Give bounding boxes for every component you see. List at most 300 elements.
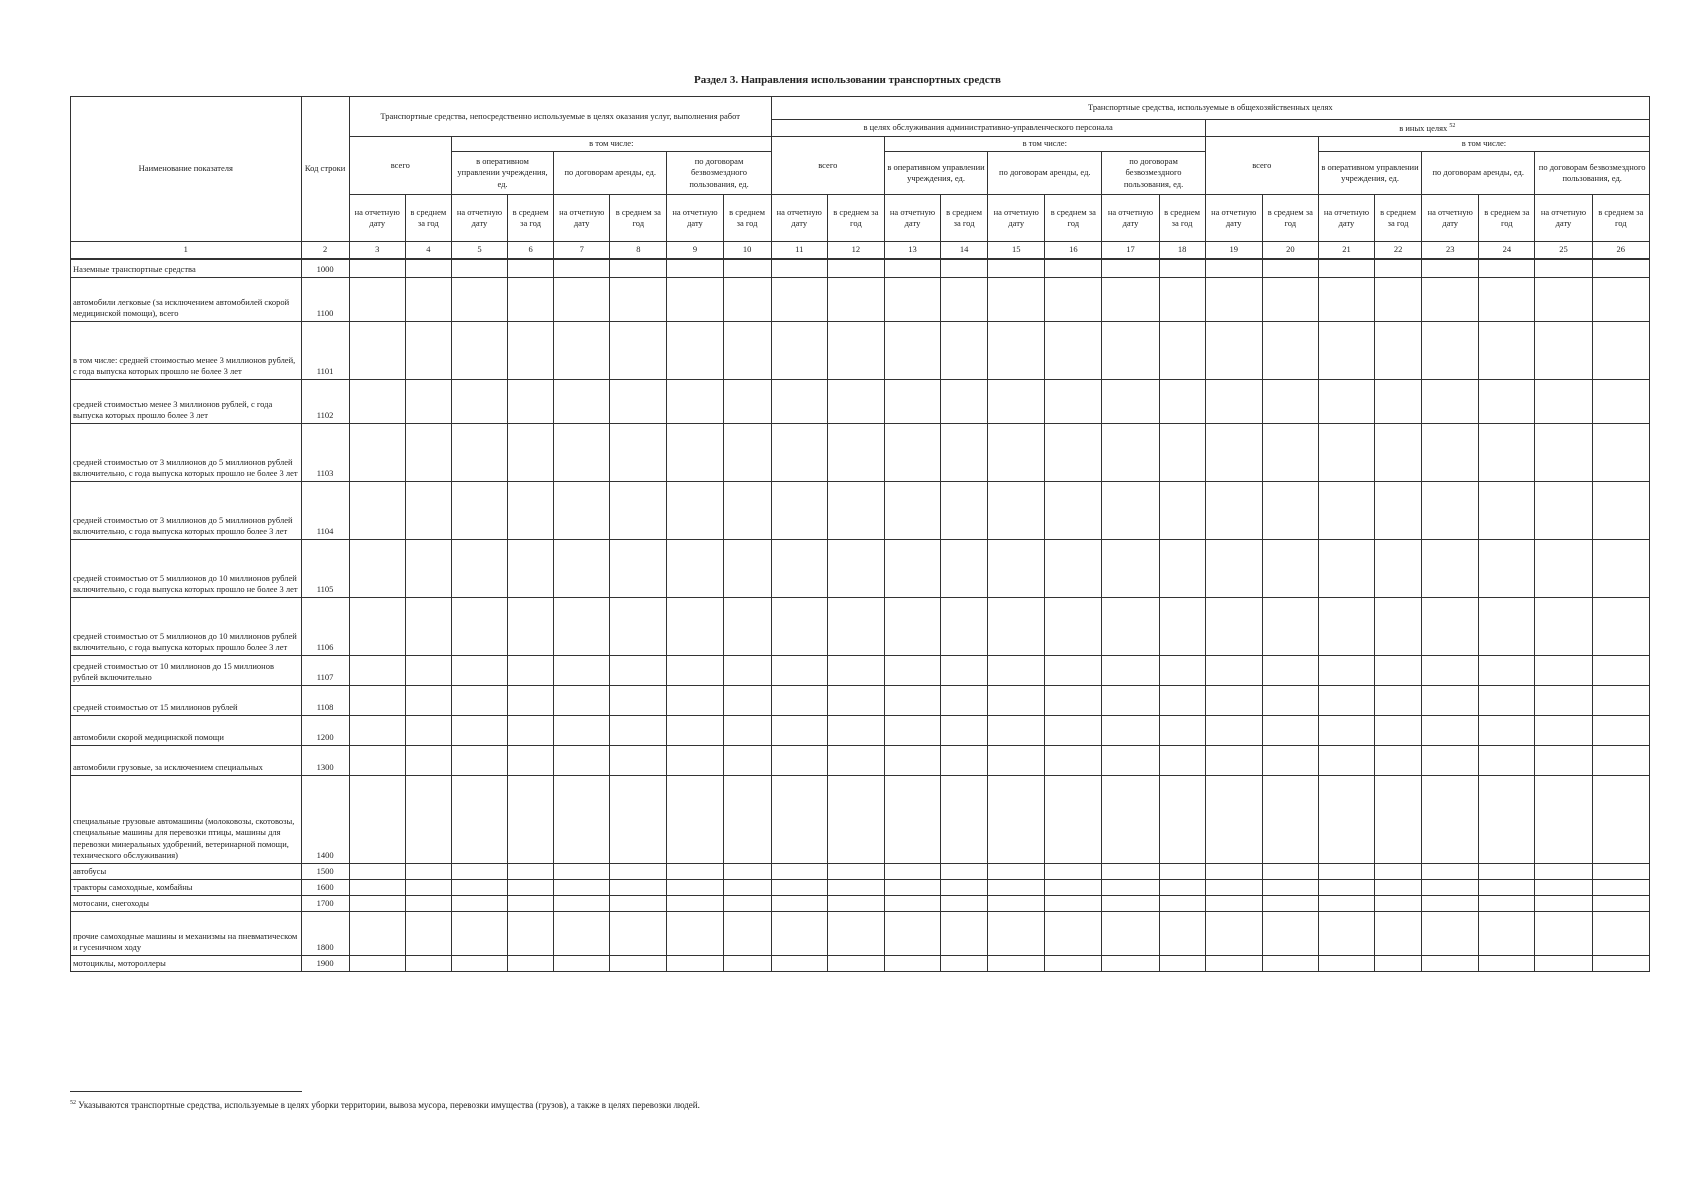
value-cell[interactable]	[405, 775, 451, 863]
value-cell[interactable]	[1262, 539, 1318, 597]
value-cell[interactable]	[884, 259, 940, 277]
value-cell[interactable]	[988, 745, 1045, 775]
value-cell[interactable]	[771, 715, 827, 745]
value-cell[interactable]	[1262, 597, 1318, 655]
value-cell[interactable]	[884, 321, 940, 379]
value-cell[interactable]	[1159, 655, 1205, 685]
value-cell[interactable]	[1159, 685, 1205, 715]
value-cell[interactable]	[1592, 895, 1650, 911]
value-cell[interactable]	[1205, 745, 1262, 775]
value-cell[interactable]	[1159, 481, 1205, 539]
value-cell[interactable]	[1375, 423, 1422, 481]
value-cell[interactable]	[988, 895, 1045, 911]
value-cell[interactable]	[1318, 321, 1374, 379]
value-cell[interactable]	[1535, 911, 1592, 955]
value-cell[interactable]	[1159, 715, 1205, 745]
value-cell[interactable]	[1318, 481, 1374, 539]
value-cell[interactable]	[1422, 715, 1479, 745]
value-cell[interactable]	[723, 597, 771, 655]
value-cell[interactable]	[1479, 955, 1535, 971]
value-cell[interactable]	[1045, 379, 1102, 423]
value-cell[interactable]	[827, 481, 884, 539]
value-cell[interactable]	[1479, 715, 1535, 745]
value-cell[interactable]	[1535, 895, 1592, 911]
value-cell[interactable]	[1205, 911, 1262, 955]
value-cell[interactable]	[405, 863, 451, 879]
value-cell[interactable]	[941, 597, 988, 655]
value-cell[interactable]	[1262, 745, 1318, 775]
value-cell[interactable]	[1045, 321, 1102, 379]
value-cell[interactable]	[1592, 597, 1650, 655]
value-cell[interactable]	[1479, 655, 1535, 685]
value-cell[interactable]	[884, 379, 940, 423]
value-cell[interactable]	[941, 863, 988, 879]
value-cell[interactable]	[554, 879, 610, 895]
value-cell[interactable]	[1375, 879, 1422, 895]
value-cell[interactable]	[1535, 597, 1592, 655]
value-cell[interactable]	[771, 911, 827, 955]
value-cell[interactable]	[554, 685, 610, 715]
value-cell[interactable]	[1422, 685, 1479, 715]
value-cell[interactable]	[884, 423, 940, 481]
value-cell[interactable]	[1262, 277, 1318, 321]
value-cell[interactable]	[1422, 259, 1479, 277]
value-cell[interactable]	[1422, 423, 1479, 481]
value-cell[interactable]	[405, 685, 451, 715]
value-cell[interactable]	[610, 481, 667, 539]
value-cell[interactable]	[988, 277, 1045, 321]
value-cell[interactable]	[349, 879, 405, 895]
value-cell[interactable]	[1262, 655, 1318, 685]
value-cell[interactable]	[1205, 879, 1262, 895]
value-cell[interactable]	[349, 379, 405, 423]
value-cell[interactable]	[884, 655, 940, 685]
value-cell[interactable]	[1045, 715, 1102, 745]
value-cell[interactable]	[723, 259, 771, 277]
value-cell[interactable]	[451, 481, 507, 539]
value-cell[interactable]	[941, 379, 988, 423]
value-cell[interactable]	[508, 745, 554, 775]
value-cell[interactable]	[827, 321, 884, 379]
value-cell[interactable]	[554, 423, 610, 481]
value-cell[interactable]	[884, 597, 940, 655]
value-cell[interactable]	[508, 423, 554, 481]
value-cell[interactable]	[1045, 911, 1102, 955]
value-cell[interactable]	[508, 685, 554, 715]
value-cell[interactable]	[1535, 775, 1592, 863]
value-cell[interactable]	[1375, 775, 1422, 863]
value-cell[interactable]	[1045, 879, 1102, 895]
value-cell[interactable]	[451, 379, 507, 423]
value-cell[interactable]	[771, 277, 827, 321]
value-cell[interactable]	[988, 321, 1045, 379]
value-cell[interactable]	[771, 321, 827, 379]
value-cell[interactable]	[1318, 911, 1374, 955]
value-cell[interactable]	[1479, 895, 1535, 911]
value-cell[interactable]	[1592, 539, 1650, 597]
value-cell[interactable]	[1592, 259, 1650, 277]
value-cell[interactable]	[1205, 539, 1262, 597]
value-cell[interactable]	[1535, 321, 1592, 379]
value-cell[interactable]	[451, 539, 507, 597]
value-cell[interactable]	[941, 685, 988, 715]
value-cell[interactable]	[1205, 277, 1262, 321]
value-cell[interactable]	[1205, 895, 1262, 911]
value-cell[interactable]	[1159, 259, 1205, 277]
value-cell[interactable]	[771, 879, 827, 895]
value-cell[interactable]	[1375, 277, 1422, 321]
value-cell[interactable]	[1422, 879, 1479, 895]
value-cell[interactable]	[941, 655, 988, 685]
value-cell[interactable]	[771, 745, 827, 775]
value-cell[interactable]	[771, 955, 827, 971]
value-cell[interactable]	[405, 423, 451, 481]
value-cell[interactable]	[1535, 277, 1592, 321]
value-cell[interactable]	[827, 277, 884, 321]
value-cell[interactable]	[451, 895, 507, 911]
value-cell[interactable]	[667, 277, 723, 321]
value-cell[interactable]	[1262, 955, 1318, 971]
value-cell[interactable]	[1262, 481, 1318, 539]
value-cell[interactable]	[941, 539, 988, 597]
value-cell[interactable]	[554, 539, 610, 597]
value-cell[interactable]	[723, 911, 771, 955]
value-cell[interactable]	[827, 655, 884, 685]
value-cell[interactable]	[1318, 775, 1374, 863]
value-cell[interactable]	[941, 895, 988, 911]
value-cell[interactable]	[1479, 539, 1535, 597]
value-cell[interactable]	[1262, 863, 1318, 879]
value-cell[interactable]	[451, 745, 507, 775]
value-cell[interactable]	[723, 379, 771, 423]
value-cell[interactable]	[1262, 259, 1318, 277]
value-cell[interactable]	[1102, 321, 1159, 379]
value-cell[interactable]	[667, 879, 723, 895]
value-cell[interactable]	[667, 321, 723, 379]
value-cell[interactable]	[667, 895, 723, 911]
value-cell[interactable]	[723, 895, 771, 911]
value-cell[interactable]	[610, 863, 667, 879]
value-cell[interactable]	[1102, 277, 1159, 321]
value-cell[interactable]	[988, 481, 1045, 539]
value-cell[interactable]	[610, 745, 667, 775]
value-cell[interactable]	[1102, 955, 1159, 971]
value-cell[interactable]	[508, 655, 554, 685]
value-cell[interactable]	[1479, 481, 1535, 539]
value-cell[interactable]	[1375, 481, 1422, 539]
value-cell[interactable]	[554, 655, 610, 685]
value-cell[interactable]	[349, 277, 405, 321]
value-cell[interactable]	[884, 955, 940, 971]
value-cell[interactable]	[1535, 745, 1592, 775]
value-cell[interactable]	[1102, 685, 1159, 715]
value-cell[interactable]	[1205, 481, 1262, 539]
value-cell[interactable]	[827, 895, 884, 911]
value-cell[interactable]	[405, 277, 451, 321]
value-cell[interactable]	[508, 955, 554, 971]
value-cell[interactable]	[1318, 685, 1374, 715]
value-cell[interactable]	[508, 911, 554, 955]
value-cell[interactable]	[349, 259, 405, 277]
value-cell[interactable]	[508, 775, 554, 863]
value-cell[interactable]	[1102, 895, 1159, 911]
value-cell[interactable]	[349, 895, 405, 911]
value-cell[interactable]	[349, 539, 405, 597]
value-cell[interactable]	[1159, 895, 1205, 911]
value-cell[interactable]	[988, 715, 1045, 745]
value-cell[interactable]	[1045, 955, 1102, 971]
value-cell[interactable]	[1422, 655, 1479, 685]
value-cell[interactable]	[723, 277, 771, 321]
value-cell[interactable]	[1102, 379, 1159, 423]
value-cell[interactable]	[1102, 655, 1159, 685]
value-cell[interactable]	[667, 481, 723, 539]
value-cell[interactable]	[610, 597, 667, 655]
value-cell[interactable]	[1318, 715, 1374, 745]
value-cell[interactable]	[1535, 481, 1592, 539]
value-cell[interactable]	[988, 597, 1045, 655]
value-cell[interactable]	[1205, 597, 1262, 655]
value-cell[interactable]	[1592, 775, 1650, 863]
value-cell[interactable]	[667, 863, 723, 879]
value-cell[interactable]	[349, 685, 405, 715]
value-cell[interactable]	[723, 775, 771, 863]
value-cell[interactable]	[827, 879, 884, 895]
value-cell[interactable]	[1318, 379, 1374, 423]
value-cell[interactable]	[508, 539, 554, 597]
value-cell[interactable]	[1262, 911, 1318, 955]
value-cell[interactable]	[884, 539, 940, 597]
value-cell[interactable]	[723, 879, 771, 895]
value-cell[interactable]	[1479, 277, 1535, 321]
value-cell[interactable]	[1592, 481, 1650, 539]
value-cell[interactable]	[884, 481, 940, 539]
value-cell[interactable]	[771, 597, 827, 655]
value-cell[interactable]	[1102, 863, 1159, 879]
value-cell[interactable]	[1205, 259, 1262, 277]
value-cell[interactable]	[508, 879, 554, 895]
value-cell[interactable]	[1422, 379, 1479, 423]
value-cell[interactable]	[451, 911, 507, 955]
value-cell[interactable]	[771, 379, 827, 423]
value-cell[interactable]	[1159, 879, 1205, 895]
value-cell[interactable]	[349, 481, 405, 539]
value-cell[interactable]	[554, 715, 610, 745]
value-cell[interactable]	[771, 895, 827, 911]
value-cell[interactable]	[988, 539, 1045, 597]
value-cell[interactable]	[884, 745, 940, 775]
value-cell[interactable]	[1422, 745, 1479, 775]
value-cell[interactable]	[451, 423, 507, 481]
value-cell[interactable]	[1318, 277, 1374, 321]
value-cell[interactable]	[1375, 715, 1422, 745]
value-cell[interactable]	[554, 277, 610, 321]
value-cell[interactable]	[1375, 655, 1422, 685]
value-cell[interactable]	[1159, 379, 1205, 423]
value-cell[interactable]	[508, 863, 554, 879]
value-cell[interactable]	[667, 745, 723, 775]
value-cell[interactable]	[1422, 895, 1479, 911]
value-cell[interactable]	[1318, 655, 1374, 685]
value-cell[interactable]	[1535, 259, 1592, 277]
value-cell[interactable]	[988, 775, 1045, 863]
value-cell[interactable]	[451, 775, 507, 863]
value-cell[interactable]	[405, 955, 451, 971]
value-cell[interactable]	[771, 685, 827, 715]
value-cell[interactable]	[941, 481, 988, 539]
value-cell[interactable]	[554, 597, 610, 655]
value-cell[interactable]	[405, 259, 451, 277]
value-cell[interactable]	[1422, 277, 1479, 321]
value-cell[interactable]	[1159, 745, 1205, 775]
value-cell[interactable]	[554, 911, 610, 955]
value-cell[interactable]	[451, 955, 507, 971]
value-cell[interactable]	[1375, 379, 1422, 423]
value-cell[interactable]	[1102, 539, 1159, 597]
value-cell[interactable]	[1045, 655, 1102, 685]
value-cell[interactable]	[1318, 745, 1374, 775]
value-cell[interactable]	[1479, 379, 1535, 423]
value-cell[interactable]	[884, 911, 940, 955]
value-cell[interactable]	[1045, 481, 1102, 539]
value-cell[interactable]	[667, 423, 723, 481]
value-cell[interactable]	[610, 715, 667, 745]
value-cell[interactable]	[405, 321, 451, 379]
value-cell[interactable]	[1375, 321, 1422, 379]
value-cell[interactable]	[988, 655, 1045, 685]
value-cell[interactable]	[1205, 775, 1262, 863]
value-cell[interactable]	[1375, 745, 1422, 775]
value-cell[interactable]	[667, 715, 723, 745]
value-cell[interactable]	[1422, 597, 1479, 655]
value-cell[interactable]	[1375, 863, 1422, 879]
value-cell[interactable]	[1479, 863, 1535, 879]
value-cell[interactable]	[667, 597, 723, 655]
value-cell[interactable]	[508, 481, 554, 539]
value-cell[interactable]	[349, 775, 405, 863]
value-cell[interactable]	[1262, 775, 1318, 863]
value-cell[interactable]	[451, 879, 507, 895]
value-cell[interactable]	[1479, 423, 1535, 481]
value-cell[interactable]	[1318, 423, 1374, 481]
value-cell[interactable]	[941, 423, 988, 481]
value-cell[interactable]	[405, 539, 451, 597]
value-cell[interactable]	[451, 655, 507, 685]
value-cell[interactable]	[1045, 277, 1102, 321]
value-cell[interactable]	[349, 715, 405, 745]
value-cell[interactable]	[941, 879, 988, 895]
value-cell[interactable]	[1262, 895, 1318, 911]
value-cell[interactable]	[941, 321, 988, 379]
value-cell[interactable]	[610, 879, 667, 895]
value-cell[interactable]	[827, 259, 884, 277]
value-cell[interactable]	[988, 911, 1045, 955]
value-cell[interactable]	[451, 277, 507, 321]
value-cell[interactable]	[610, 321, 667, 379]
value-cell[interactable]	[723, 863, 771, 879]
value-cell[interactable]	[1262, 423, 1318, 481]
value-cell[interactable]	[988, 259, 1045, 277]
value-cell[interactable]	[610, 539, 667, 597]
value-cell[interactable]	[884, 879, 940, 895]
value-cell[interactable]	[667, 259, 723, 277]
value-cell[interactable]	[1205, 379, 1262, 423]
value-cell[interactable]	[1159, 911, 1205, 955]
value-cell[interactable]	[771, 655, 827, 685]
value-cell[interactable]	[884, 277, 940, 321]
value-cell[interactable]	[1375, 259, 1422, 277]
value-cell[interactable]	[1045, 597, 1102, 655]
value-cell[interactable]	[610, 685, 667, 715]
value-cell[interactable]	[667, 685, 723, 715]
value-cell[interactable]	[827, 597, 884, 655]
value-cell[interactable]	[610, 259, 667, 277]
value-cell[interactable]	[1205, 685, 1262, 715]
value-cell[interactable]	[1535, 379, 1592, 423]
value-cell[interactable]	[1205, 423, 1262, 481]
value-cell[interactable]	[667, 775, 723, 863]
value-cell[interactable]	[554, 379, 610, 423]
value-cell[interactable]	[508, 277, 554, 321]
value-cell[interactable]	[1159, 539, 1205, 597]
value-cell[interactable]	[1045, 745, 1102, 775]
value-cell[interactable]	[1102, 597, 1159, 655]
value-cell[interactable]	[1592, 655, 1650, 685]
value-cell[interactable]	[554, 863, 610, 879]
value-cell[interactable]	[1422, 321, 1479, 379]
value-cell[interactable]	[1375, 685, 1422, 715]
value-cell[interactable]	[610, 379, 667, 423]
value-cell[interactable]	[1479, 259, 1535, 277]
value-cell[interactable]	[451, 321, 507, 379]
value-cell[interactable]	[1102, 423, 1159, 481]
value-cell[interactable]	[1535, 955, 1592, 971]
value-cell[interactable]	[723, 539, 771, 597]
value-cell[interactable]	[1318, 597, 1374, 655]
value-cell[interactable]	[827, 745, 884, 775]
value-cell[interactable]	[451, 863, 507, 879]
value-cell[interactable]	[723, 423, 771, 481]
value-cell[interactable]	[723, 655, 771, 685]
value-cell[interactable]	[941, 955, 988, 971]
value-cell[interactable]	[405, 911, 451, 955]
value-cell[interactable]	[667, 655, 723, 685]
value-cell[interactable]	[1159, 423, 1205, 481]
value-cell[interactable]	[771, 775, 827, 863]
value-cell[interactable]	[1592, 685, 1650, 715]
value-cell[interactable]	[1422, 539, 1479, 597]
value-cell[interactable]	[1535, 715, 1592, 745]
value-cell[interactable]	[827, 423, 884, 481]
value-cell[interactable]	[1592, 277, 1650, 321]
value-cell[interactable]	[405, 745, 451, 775]
value-cell[interactable]	[1262, 715, 1318, 745]
value-cell[interactable]	[451, 259, 507, 277]
value-cell[interactable]	[610, 955, 667, 971]
value-cell[interactable]	[554, 775, 610, 863]
value-cell[interactable]	[941, 715, 988, 745]
value-cell[interactable]	[554, 259, 610, 277]
value-cell[interactable]	[349, 655, 405, 685]
value-cell[interactable]	[1422, 481, 1479, 539]
value-cell[interactable]	[1592, 955, 1650, 971]
value-cell[interactable]	[1535, 879, 1592, 895]
value-cell[interactable]	[1262, 685, 1318, 715]
value-cell[interactable]	[405, 715, 451, 745]
value-cell[interactable]	[1375, 539, 1422, 597]
value-cell[interactable]	[884, 863, 940, 879]
value-cell[interactable]	[1592, 321, 1650, 379]
